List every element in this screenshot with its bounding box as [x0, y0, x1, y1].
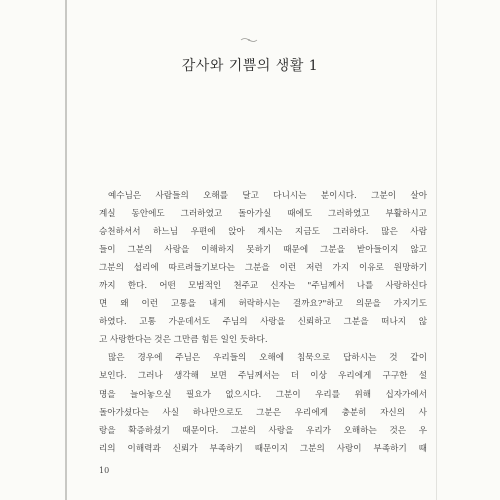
text-line: 들이 그분의 사랑을 이해하지 못하기 때문에 그분을 받아들이지 않고 — [99, 245, 427, 256]
text-line: 계실 동안에도 그러하였고 돌아가실 때에도 그러하였고 부활하시고 — [99, 209, 427, 220]
body-text — [99, 187, 427, 458]
chapter-title: 감사와 기쁨의 생활 1 — [181, 58, 319, 74]
paragraph-2 — [99, 349, 427, 457]
text-line: 고 사랑한다는 것은 그만큼 힘든 일인 듯하다. — [99, 335, 268, 346]
text-line: 면 왜 이런 고통을 내게 허락하시는 걸까요?"하고 의문을 가지기도 — [99, 299, 427, 310]
paragraph-1 — [99, 187, 427, 349]
text-line: 랑을 확증하셨기 때문이다. 그분의 사랑을 우리가 오해하는 것은 우 — [99, 425, 427, 436]
text-line: 명을 늘어놓으실 필요가 없으시다. 그분이 우리를 위해 십자가에서 — [99, 389, 427, 400]
page-right-edge — [436, 0, 437, 500]
text-line: 승천하셔서 하느님 우편에 앉아 계시는 지금도 그러하다. 많은 사람 — [99, 227, 427, 238]
text-line: 보인다. 그러나 생각해 보면 주님께서는 더 이상 우리에게 구구한 설 — [99, 371, 427, 382]
ornament-icon — [240, 37, 258, 43]
text-line: 하였다. 고통 가운데서도 주님의 사랑을 신뢰하고 그분을 떠나지 않 — [99, 317, 427, 328]
page-left-edge — [65, 0, 67, 500]
text-line: 돌아가셨다는 사실 하나만으로도 그분은 우리에게 충분히 자신의 사 — [99, 407, 427, 418]
text-line: 예수님은 사람들의 오해를 달고 다니시는 분이시다. 그분이 살아 — [108, 191, 427, 201]
text-line: 많은 경우에 주님은 우리들의 오해에 침묵으로 답하시는 것 같이 — [108, 353, 427, 364]
text-line: 까지 한다. 어떤 모범적인 천주교 신자는 "주님께서 나를 사랑하신다 — [99, 281, 427, 292]
text-line: 그분의 섭리에 따르려들기보다는 그분을 이런 저런 가지 이유로 원망하기 — [99, 263, 427, 274]
text-line: 리의 이해력과 신뢰가 부족하기 때문이지 그분의 사랑이 부족하기 때 — [99, 443, 427, 454]
page-number: 10 — [99, 466, 110, 475]
